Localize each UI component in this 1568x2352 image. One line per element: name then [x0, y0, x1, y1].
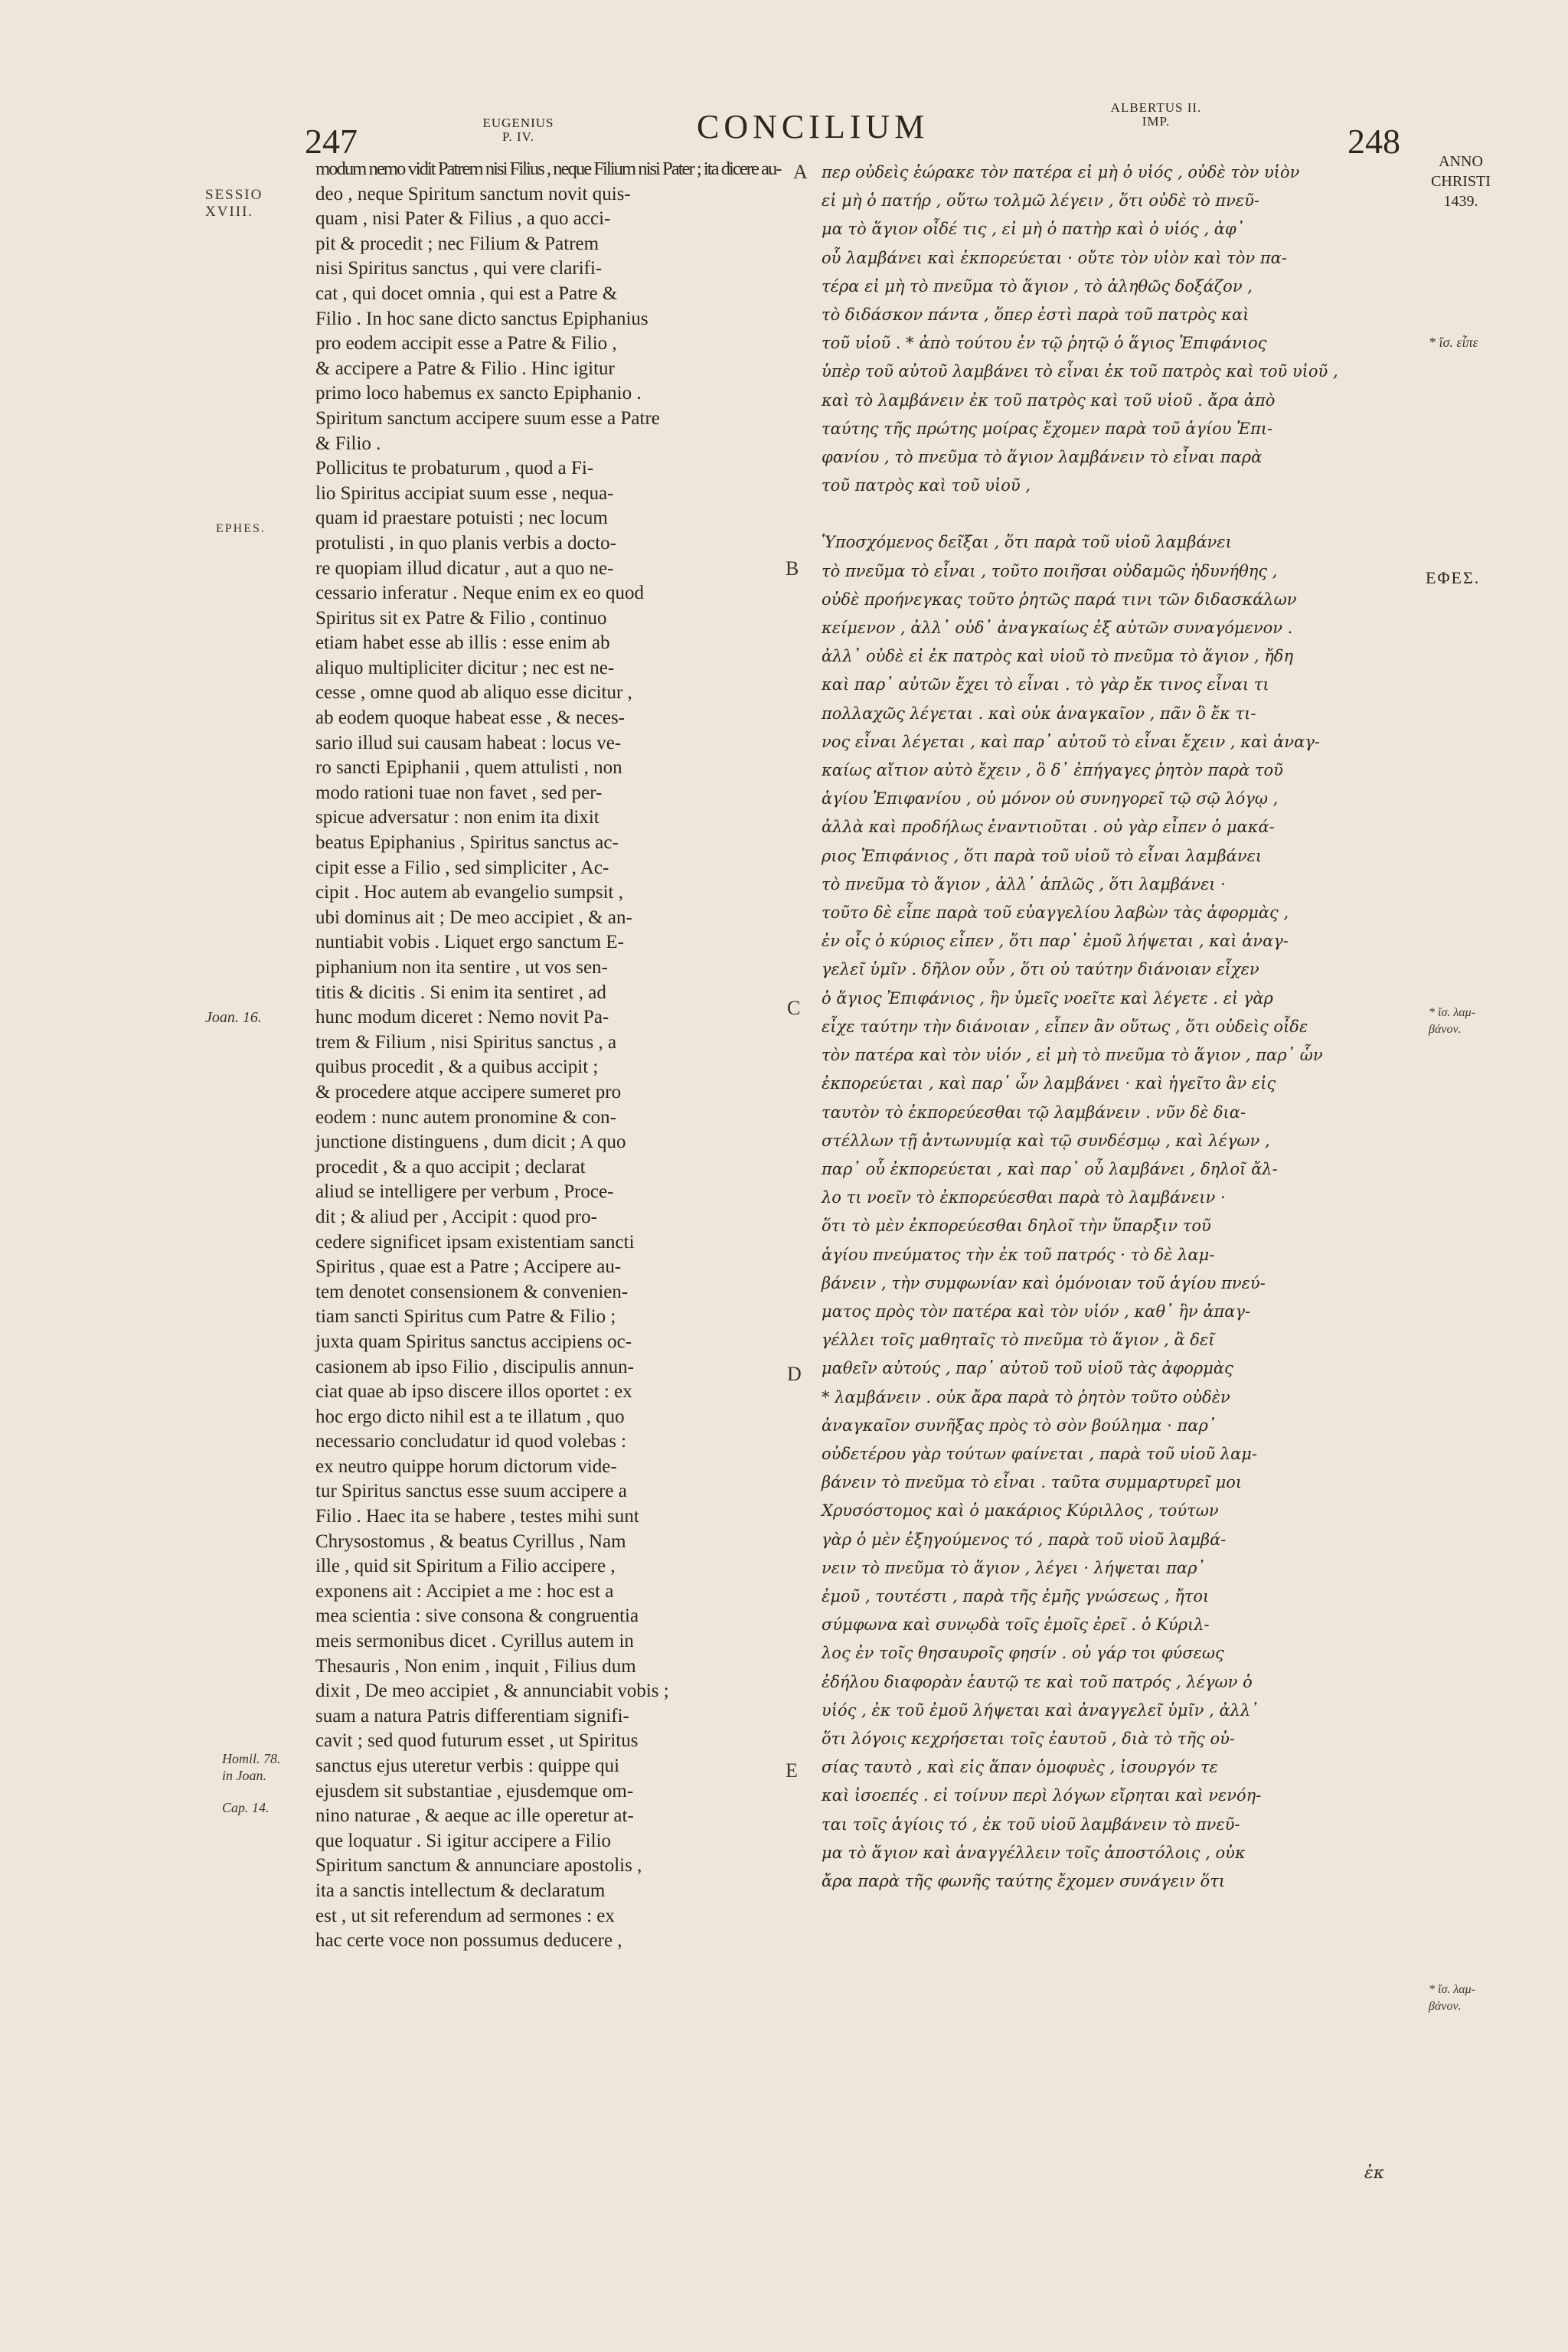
margin-note-homil-ref: Homil. 78.: [222, 1751, 281, 1766]
greek-text-line: τοῦτο δὲ εἶπε παρὰ τοῦ εὐαγγελίου λαβὼν τὰς ἀφορμὰς ,: [822, 903, 1289, 923]
latin-text-line: Filio . Haec ita se habere , testes mihi sunt: [315, 1506, 639, 1527]
greek-text-line: Ὑποσχόμενος δεῖξαι , ὅτι παρὰ τοῦ υἱοῦ λαμβάνει: [822, 533, 1232, 552]
margin-note-homil-work: in Joan.: [222, 1768, 266, 1783]
margin-note-right-3-b: βάνον.: [1429, 2000, 1462, 2013]
latin-text-line: piphanium non ita sentire , ut vos sen-: [315, 957, 608, 978]
margin-note-sessio: [205, 187, 263, 220]
latin-text-line: est , ut sit referendum ad sermones : ex: [315, 1905, 615, 1926]
margin-note-ephes-right: ΕΦΕΣ.: [1426, 568, 1481, 587]
running-title: CONCILIUM: [697, 108, 929, 145]
greek-text-line: τὸ πνεῦμα τὸ ἅγιον , ἀλλ᾿ ἁπλῶς , ὅτι λαμβάνει ·: [822, 874, 1226, 893]
latin-text-line: modo rationi tuae non favet , sed per-: [315, 782, 603, 803]
greek-text-line: ἁγίου πνεύματος τὴν ἐκ τοῦ πατρός · τὸ δὲ λαμ-: [822, 1245, 1215, 1264]
latin-text-line: ejusdem sit substantiae , ejusdemque om-: [315, 1780, 634, 1802]
margin-note-homil: [222, 1750, 281, 1784]
greek-text-line: λος ἐν τοῖς θησαυροῖς φησίν . οὐ γάρ τοι φύσεως: [822, 1644, 1224, 1663]
latin-text-line: cavit ; sed quod futurum esset , ut Spiritus: [315, 1730, 639, 1752]
latin-text-line: cesse , omne quod ab aliquo esse dicitur ,: [315, 682, 632, 704]
greek-text-line: μα τὸ ἅγιον καὶ ἀναγγέλλειν τοῖς ἀποστόλοις , οὐκ: [822, 1843, 1246, 1862]
greek-text-line: σύμφωνα καὶ συνῳδὰ τοῖς ἐμοῖς ἐρεῖ . ὁ Κύριλ-: [822, 1615, 1210, 1635]
latin-text-line: cipit esse a Filio , sed simpliciter , Ac-: [315, 857, 609, 878]
running-head-pope-name: EUGENIUS: [482, 116, 554, 130]
latin-text-line: primo loco habemus ex sancto Epiphanio .: [315, 383, 642, 404]
greek-text-line: καίως αἴτιον αὐτὸ ἔχειν , ὃ δ᾿ ἐπήγαγες ῥητὸν παρὰ τοῦ: [822, 761, 1283, 780]
greek-text-line: ταυτὸν τὸ ἐκπορεύεσθαι τῷ λαμβάνειν . νῦν δὲ δια-: [822, 1102, 1246, 1122]
greek-text-line: ὅτι λόγοις κεχρήσεται τοῖς ἑαυτοῦ , διὰ τὸ τῆς οὐ-: [822, 1729, 1236, 1748]
year-marker-anno: ANNO: [1439, 153, 1483, 170]
greek-text-line: μαθεῖν αὐτούς , παρ᾿ αὐτοῦ τοῦ υἱοῦ τὰς ἀφορμὰς: [822, 1359, 1233, 1378]
greek-text-line: ἐκπορεύεται , καὶ παρ᾿ ὧν λαμβάνει · καὶ ἡγεῖτο ἂν εἰς: [822, 1074, 1276, 1093]
latin-text-line: re quopiam illud dicatur , aut a quo ne-: [315, 557, 614, 579]
margin-note-right-3-a: * ἴσ. λαμ-: [1429, 1983, 1476, 1996]
greek-text-line: τοῦ πατρὸς καὶ τοῦ υἱοῦ ,: [822, 476, 1031, 495]
greek-text-line: ται τοῖς ἁγίοις τό , ἐκ τοῦ υἱοῦ λαμβάνειν τὸ πνεῦ-: [822, 1815, 1240, 1834]
greek-text-line: ἐμοῦ , τουτέστι , παρὰ τῆς ἐμῆς γνώσεως , ἤτοι: [822, 1586, 1210, 1606]
latin-text-line: casionem ab ipso Filio , discipulis annun-: [315, 1356, 634, 1377]
section-letter-e: E: [786, 1759, 798, 1782]
latin-text-line: ubi dominus ait ; De meo accipiet , & an-: [315, 906, 632, 928]
greek-text-line: βάνειν , τὴν συμφωνίαν καὶ ὁμόνοιαν τοῦ ἁγίου πνεύ-: [822, 1273, 1266, 1292]
latin-text-line: titis & dicitis . Si enim ita sentiret , ad: [315, 982, 606, 1003]
latin-text-line: Thesauris , Non enim , inquit , Filius dum: [315, 1655, 636, 1677]
greek-text-line: τοῦ υἱοῦ . * ἀπὸ τούτου ἐν τῷ ῥητῷ ὁ ἅγιος Ἐπιφάνιος: [822, 334, 1267, 353]
running-head-emperor-title: IMP.: [1142, 114, 1171, 129]
greek-text-line: ἀλλὰ καὶ προδήλως ἐναντιοῦται . οὐ γὰρ εἶπεν ὁ μακά-: [822, 818, 1275, 837]
greek-text-line: καὶ τὸ λαμβάνειν ἐκ τοῦ πατρὸς καὶ τοῦ υἱοῦ . ἄρα ἀπὸ: [822, 390, 1276, 410]
year-marker-christi: CHRISTI: [1431, 173, 1491, 190]
greek-text-line: εἰ μὴ ὁ πατήρ , οὕτω τολμῶ λέγειν , ὅτι οὐδὲ τὸ πνεῦ-: [822, 191, 1260, 211]
latin-text-line: ciat quae ab ipso discere illos oportet : ex: [315, 1381, 632, 1403]
catchword: ἐκ: [1364, 2164, 1385, 2183]
latin-text-line: necessario concludatur id quod volebas :: [315, 1431, 627, 1452]
greek-text-line: πολλαχῶς λέγεται . καὶ οὐκ ἀναγκαῖον , πᾶν ὃ ἔκ τι-: [822, 704, 1256, 723]
year-marker-year: 1439.: [1443, 193, 1478, 210]
greek-text-line: τὸ πνεῦμα τὸ εἶναι , τοῦτο ποιῆσαι οὐδαμῶς ἠδυνήθης ,: [822, 561, 1278, 580]
latin-text-line: tiam sancti Spiritus cum Patre & Filio ;: [315, 1306, 616, 1328]
greek-text-line: γελεῖ ὑμῖν . δῆλον οὖν , ὅτι οὐ ταύτην διάνοιαν εἶχεν: [822, 960, 1259, 979]
greek-text-line: ματος πρὸς τὸν πατέρα καὶ τὸν υἱόν , καθ᾿ ἣν ἀπαγ-: [822, 1302, 1251, 1321]
greek-text-line: Χρυσόστομος καὶ ὁ μακάριος Κύριλλος , τούτων: [822, 1501, 1219, 1521]
latin-text-line: ita a sanctis intellectum & declaratum: [315, 1880, 606, 1901]
greek-text-line: βάνειν τὸ πνεῦμα τὸ εἶναι . ταῦτα συμμαρτυρεῖ μοι: [822, 1473, 1243, 1492]
latin-text-line: mea scientia : sive consona & congruentia: [315, 1606, 639, 1627]
latin-text-line: cat , qui docet omnia , qui est a Patre &: [315, 283, 618, 304]
greek-text-line: οὗ λαμβάνει καὶ ἐκπορεύεται · οὔτε τὸν υἱὸν καὶ τὸν πα-: [822, 248, 1287, 267]
latin-text-line: lio Spiritus accipiat suum esse , nequa-: [315, 482, 614, 504]
greek-text-line: ἀλλ᾿ οὐδὲ εἰ ἐκ πατρὸς καὶ υἱοῦ τὸ πνεῦμα τὸ ἅγιον , ἤδη: [822, 647, 1294, 666]
latin-text-line: suam a natura Patris differentiam signifi-: [315, 1705, 629, 1726]
latin-text-line: protulisti , in quo planis verbis a docto-: [315, 532, 617, 554]
greek-text-line: ἁγίου Ἐπιφανίου , οὐ μόνον οὐ συνηγορεῖ τῷ σῷ λόγῳ ,: [822, 789, 1279, 808]
latin-text-line: beatus Epiphanius , Spiritus sanctus ac-: [315, 832, 619, 854]
greek-text-line: περ οὐδεὶς ἑώρακε τὸν πατέρα εἰ μὴ ὁ υἱός , οὐδὲ τὸν υἱὸν: [822, 163, 1300, 181]
greek-text-line: λο τι νοεῖν τὸ ἐκπορεύεσθαι παρὰ τὸ λαμβάνειν ·: [822, 1188, 1226, 1207]
latin-text-line: nuntiabit vobis . Liquet ergo sanctum E-: [315, 932, 624, 953]
greek-text-line: ὑπὲρ τοῦ αὐτοῦ λαμβάνει τὸ εἶναι ἐκ τοῦ πατρὸς καὶ τοῦ υἱοῦ ,: [822, 362, 1338, 381]
latin-text-line: ille , quid sit Spiritum a Filio accipere ,: [315, 1556, 616, 1577]
margin-note-right-3: [1429, 1981, 1513, 2015]
latin-text-line: & Filio .: [315, 433, 381, 454]
latin-text-line: aliquo multipliciter dicitur ; nec est ne-: [315, 657, 615, 678]
greek-text-line: σίας ταυτὸ , καὶ εἰς ἅπαν ὁμοφυὲς , ἰσουργόν τε: [822, 1758, 1218, 1777]
greek-text-line: τέρα εἰ μὴ τὸ πνεῦμα τὸ ἅγιον , τὸ ἀληθῶς δοξάζον ,: [822, 276, 1253, 296]
greek-text-line: νος εἶναι λέγεται , καὶ παρ᾿ αὐτοῦ τὸ εἶναι ἔχειν , καὶ ἀναγ-: [822, 732, 1320, 751]
greek-text-line: γέλλει τοῖς μαθηταῖς τὸ πνεῦμα τὸ ἅγιον , ἃ δεῖ: [822, 1331, 1215, 1350]
greek-text-line: * λαμβάνειν . οὐκ ἄρα παρὰ τὸ ῥητὸν τοῦτο οὐδὲν: [822, 1387, 1230, 1406]
latin-text-line: dit ; & aliud per , Accipit : quod pro-: [315, 1206, 597, 1227]
greek-text-line: ἀναγκαῖον συνῆξας πρὸς τὸ σὸν βούλημα · παρ᾿: [822, 1416, 1217, 1435]
latin-text-line: etiam habet esse ab illis : esse enim ab: [315, 632, 610, 654]
margin-note-ephes-left: EPHES.: [216, 522, 266, 535]
greek-text-line: οὐδὲ προήνεγκας τοῦτο ῥητῶς παρά τινι τῶν διδασκάλων: [822, 590, 1297, 609]
latin-text-line: quam , nisi Pater & Filius , a quo acci-: [315, 208, 611, 230]
latin-text-line: quibus procedit , & a quibus accipit ;: [315, 1057, 599, 1078]
greek-text-line: ταύτης τῆς πρώτης μοίρας ἔχομεν παρὰ τοῦ ἁγίου Ἐπι-: [822, 419, 1273, 438]
latin-column: [315, 157, 782, 1954]
latin-text-line: Spiritum sanctum accipere suum esse a Patre: [315, 407, 660, 429]
latin-text-line: & accipere a Patre & Filio . Hinc igitur: [315, 358, 615, 379]
section-letter-c: C: [787, 997, 801, 1019]
latin-text-line: spicue adversatur : non enim ita dixit: [315, 807, 599, 828]
greek-text-line: γὰρ ὁ μὲν ἐξηγούμενος τό , παρὰ τοῦ υἱοῦ λαμβά-: [822, 1530, 1227, 1549]
latin-text-line: exponens ait : Accipiet a me : hoc est a: [315, 1580, 614, 1602]
latin-text-line: eodem : nunc autem pronomine & con-: [315, 1106, 616, 1128]
greek-text-line: ὁ ἅγιος Ἐπιφάνιος , ἣν ὑμεῖς νοεῖτε καὶ λέγετε . εἰ γὰρ: [822, 988, 1273, 1008]
page-number-left: 247: [305, 122, 358, 161]
running-head-emperor-name: ALBERTUS II.: [1110, 100, 1202, 115]
greek-text-line: εἶχε ταύτην τὴν διάνοιαν , εἶπεν ἂν οὕτως , ὅτι οὐδεὶς οἶδε: [822, 1017, 1308, 1036]
latin-text-line: ex neutro quippe horum dictorum vide-: [315, 1455, 617, 1477]
greek-text-line: κείμενον , ἀλλ᾿ οὐδ᾿ ἀναγκαίως ἐξ αὐτῶν συναγόμενον .: [822, 619, 1293, 638]
latin-text-line: junctione distinguens , dum dicit ; A quo: [315, 1132, 626, 1153]
latin-text-line: tem denotet consensionem & convenien-: [315, 1281, 629, 1302]
margin-note-sessio-label: SESSIO: [205, 187, 263, 203]
latin-text-line: nisi Spiritus sanctus , qui vere clarifi-: [315, 258, 603, 279]
greek-text-line: ἐδήλου διαφορὰν ἑαυτῷ τε καὶ τοῦ πατρός , λέγων ὁ: [822, 1672, 1253, 1691]
latin-text-line: sanctus ejus uteretur verbis : quippe qui: [315, 1756, 620, 1776]
latin-text-line: Spiritus sit ex Patre & Filio , continuo: [315, 607, 607, 629]
latin-text-line: hac certe voce non possumus deducere ,: [315, 1930, 622, 1952]
paragraph-break: [822, 500, 1415, 528]
running-head-pope-number: P. IV.: [501, 129, 535, 144]
latin-text-line: aliud se intelligere per verbum , Proce-: [315, 1181, 614, 1203]
greek-text-line: μα τὸ ἅγιον οἶδέ τις , εἰ μὴ ὁ πατὴρ καὶ ὁ υἱός , ἀφ᾿: [822, 220, 1245, 239]
latin-text-line: hunc modum diceret : Nemo novit Pa-: [315, 1007, 609, 1028]
greek-text-line: ἄρα παρὰ τῆς φωνῆς ταύτης ἔχομεν συνάγειν ὅτι: [822, 1871, 1226, 1890]
greek-text-line: τὸν πατέρα καὶ τὸν υἱόν , εἰ μὴ τὸ πνεῦμα τὸ ἅγιον , παρ᾿ ὧν: [822, 1046, 1323, 1065]
latin-text-line: trem & Filium , nisi Spiritus sanctus , a: [315, 1031, 617, 1053]
latin-text-line: meis sermonibus dicet . Cyrillus autem in: [315, 1631, 634, 1652]
latin-text-line: modum nemo vidit Patrem nisi Filius , neque Filium nisi Pater ; ita dicere au-: [315, 158, 781, 179]
latin-text-line: pro eodem accipit esse a Patre & Filio ,: [315, 333, 617, 354]
running-head-emperor: [1099, 101, 1214, 129]
margin-note-cap: Cap. 14.: [222, 1800, 270, 1815]
latin-text-line: Pollicitus te probaturum , quod a Fi-: [315, 458, 594, 479]
latin-text-line: nino naturae , & aeque ac ille operetur at-: [315, 1805, 634, 1827]
margin-note-right-2-b: βάνον.: [1429, 1023, 1462, 1036]
latin-text-line: & procedere atque accipere sumeret pro: [315, 1081, 622, 1102]
latin-text-line: procedit , & a quo accipit ; declarat: [315, 1156, 586, 1178]
latin-text-line: sario illud sui causam habeat : locus ve-: [315, 732, 622, 753]
margin-note-joan: Joan. 16.: [205, 1009, 262, 1026]
greek-text-line: τὸ διδάσκον πάντα , ὅπερ ἐστὶ παρὰ τοῦ πατρὸς καὶ: [822, 305, 1250, 325]
latin-text-line: que loquatur . Si igitur accipere a Filio: [315, 1830, 612, 1851]
latin-text-line: quam id praestare potuisti ; nec locum: [315, 508, 608, 529]
greek-text-line: φανίου , τὸ πνεῦμα τὸ ἅγιον λαμβάνειν τὸ εἶναι παρὰ: [822, 448, 1263, 467]
latin-text-line: deo , neque Spiritum sanctum novit quis-: [315, 183, 631, 204]
greek-text-line: οὐδετέρου γὰρ τούτων φαίνεται , παρὰ τοῦ υἱοῦ λαμ-: [822, 1444, 1258, 1463]
greek-text-line: καὶ ἰσοεπές . εἰ τοίνυν περὶ λόγων εἴρηται καὶ νενόη-: [822, 1786, 1262, 1805]
latin-text-line: pit & procedit ; nec Filium & Patrem: [315, 233, 599, 254]
latin-text-line: Chrysostomus , & beatus Cyrillus , Nam: [315, 1530, 626, 1552]
greek-column: [822, 158, 1415, 1896]
margin-note-right-2-a: * ἴσ. λαμ-: [1429, 1006, 1476, 1019]
greek-text-line: παρ᾿ οὗ ἐκπορεύεται , καὶ παρ᾿ οὗ λαμβάνει , δηλοῖ ἄλ-: [822, 1159, 1278, 1178]
latin-text-line: ab eodem quoque habeat esse , & neces-: [315, 707, 626, 729]
greek-text-line: ριος Ἐπιφάνιος , ὅτι παρὰ τοῦ υἱοῦ τὸ εἶναι λαμβάνει: [822, 846, 1263, 865]
latin-text-line: hoc ergo dicto nihil est a te illatum , quo: [315, 1406, 625, 1427]
margin-note-right-2: [1429, 1004, 1513, 1038]
latin-text-line: cedere significet ipsam existentiam sancti: [315, 1231, 635, 1253]
margin-note-sessio-number: XVIII.: [205, 204, 254, 220]
latin-text-line: juxta quam Spiritus sanctus accipiens oc-: [315, 1331, 632, 1352]
section-letter-d: D: [787, 1363, 802, 1385]
latin-text-line: Spiritus , quae est a Patre ; Accipere au-: [315, 1256, 622, 1278]
latin-text-line: cipit . Hoc autem ab evangelio sumpsit ,: [315, 882, 623, 903]
latin-text-line: ro sancti Epiphanii , quem attulisti , non: [315, 757, 622, 779]
latin-text-line: Spiritum sanctum & annunciare apostolis ,: [315, 1855, 642, 1877]
greek-text-line: υἱός , ἐκ τοῦ ἐμοῦ λήψεται καὶ ἀναγγελεῖ ὑμῖν , ἀλλ᾿: [822, 1700, 1259, 1720]
latin-text-line: tur Spiritus sanctus esse suum accipere a: [315, 1481, 627, 1502]
latin-text-line: dixit , De meo accipiet , & annunciabit vobis ;: [315, 1681, 669, 1702]
page-number-right: 248: [1348, 122, 1400, 161]
section-letter-a: A: [793, 161, 808, 183]
margin-note-right-1: * ἴσ. εἶπε: [1429, 335, 1478, 350]
running-head-pope: [469, 116, 568, 144]
greek-text-line: ὅτι τὸ μὲν ἐκπορεύεσθαι δηλοῖ τὴν ὕπαρξιν τοῦ: [822, 1217, 1211, 1236]
greek-text-line: ἐν οἷς ὁ κύριος εἶπεν , ὅτι παρ᾿ ἐμοῦ λήψεται , καὶ ἀναγ-: [822, 932, 1289, 951]
greek-text-line: νειν τὸ πνεῦμα τὸ ἅγιον , λέγει · λήψεται παρ᾿: [822, 1558, 1205, 1577]
latin-text-line: Filio . In hoc sane dicto sanctus Epiphanius: [315, 308, 648, 329]
latin-text-line: cessario inferatur . Neque enim ex eo quod: [315, 583, 645, 604]
greek-text-line: στέλλων τῇ ἀντωνυμίᾳ καὶ τῷ συνδέσμῳ , καὶ λέγων ,: [822, 1131, 1270, 1150]
section-letter-b: B: [786, 557, 799, 580]
year-marker: [1424, 152, 1498, 211]
greek-text-line: καὶ παρ᾿ αὐτῶν ἔχει τὸ εἶναι . τὸ γὰρ ἔκ τινος εἶναι τι: [822, 675, 1269, 694]
